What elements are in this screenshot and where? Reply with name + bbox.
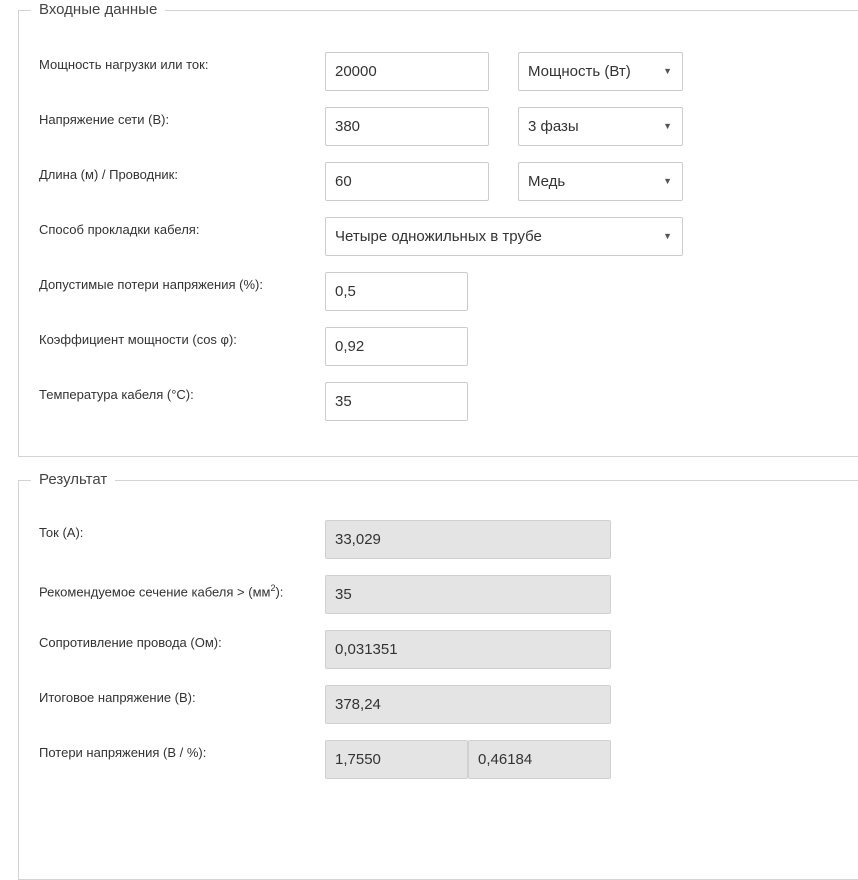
voltage-loss-limit-input[interactable]: 0,5 — [325, 272, 468, 311]
chevron-down-icon: ▼ — [663, 121, 672, 131]
cable-temperature-input[interactable]: 35 — [325, 382, 468, 421]
length-conductor-label: Длина (м) / Проводник: — [39, 167, 178, 182]
voltage-loss-percent-output: 0,46184 — [468, 740, 611, 779]
voltage-label: Напряжение сети (В): — [39, 112, 170, 127]
voltage-input[interactable]: 380 — [325, 107, 489, 146]
final-voltage-label: Итоговое напряжение (В): — [39, 690, 196, 705]
input-data-fieldset — [18, 1, 858, 457]
power-factor-label: Коэффициент мощности (cos φ): — [39, 332, 237, 347]
laying-method-value: Четыре одножильных в трубе — [335, 228, 542, 245]
power-factor-input[interactable]: 0,92 — [325, 327, 468, 366]
phases-select[interactable] — [518, 107, 683, 146]
load-power-input[interactable]: 20000 — [325, 52, 489, 91]
load-power-label: Мощность нагрузки или ток: — [39, 57, 209, 72]
wire-resistance-label: Сопротивление провода (Ом): — [39, 635, 222, 650]
input-data-legend: Входные данные — [31, 0, 165, 20]
chevron-down-icon: ▼ — [663, 176, 672, 186]
voltage-loss-volts-output: 1,7550 — [325, 740, 468, 779]
current-output: 33,029 — [325, 520, 611, 559]
cable-section-output: 35 — [325, 575, 611, 614]
final-voltage-output: 378,24 — [325, 685, 611, 724]
voltage-loss-label: Потери напряжения (В / %): — [39, 745, 207, 760]
length-input[interactable]: 60 — [325, 162, 489, 201]
load-type-select[interactable] — [518, 52, 683, 91]
cable-temperature-label: Температура кабеля (°C): — [39, 387, 194, 402]
current-label: Ток (А): — [39, 525, 84, 540]
wire-resistance-output: 0,031351 — [325, 630, 611, 669]
voltage-loss-limit-label: Допустимые потери напряжения (%): — [39, 277, 263, 292]
chevron-down-icon: ▼ — [663, 231, 672, 241]
result-fieldset — [18, 471, 858, 880]
load-type-value: Мощность (Вт) — [528, 63, 631, 80]
conductor-select[interactable] — [518, 162, 683, 201]
laying-method-label: Способ прокладки кабеля: — [39, 222, 200, 237]
conductor-value: Медь — [528, 173, 566, 190]
result-legend: Результат — [31, 470, 115, 490]
cable-section-label: Рекомендуемое сечение кабеля > $(мм^2)$: — [39, 583, 284, 600]
phases-value: 3 фазы — [528, 118, 579, 135]
chevron-down-icon: ▼ — [663, 66, 672, 76]
laying-method-select[interactable] — [325, 217, 683, 256]
